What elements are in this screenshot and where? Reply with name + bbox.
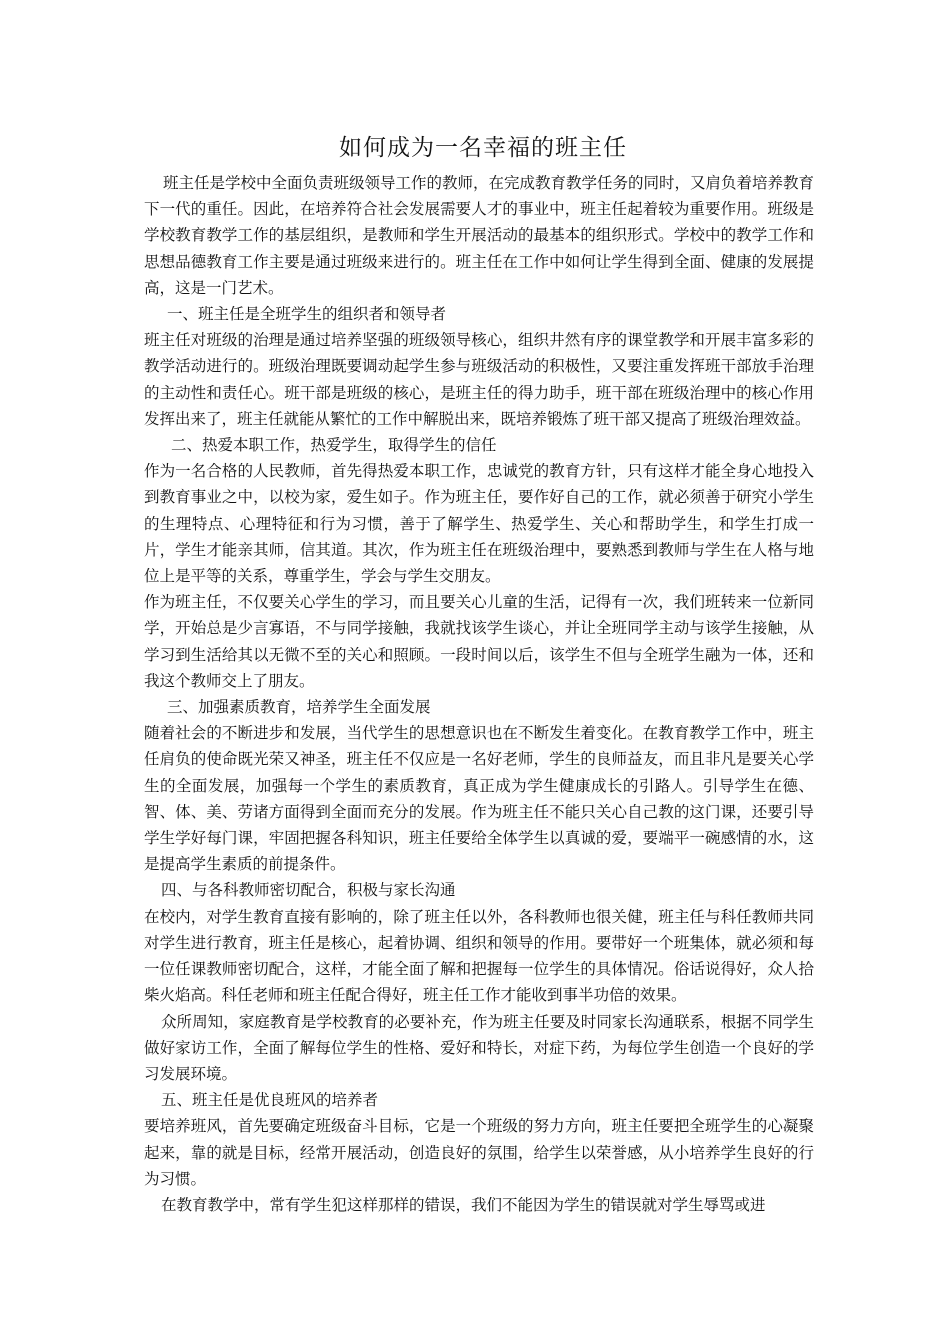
paragraph-section-5b: 在教育教学中，常有学生犯这样那样的错误，我们不能因为学生的错误就对学生辱骂或进: [161, 1195, 766, 1214]
section-heading-2: 二、热爱本职工作，热爱学生，取得学生的信任: [171, 436, 497, 455]
section-heading-5: 五、班主任是优良班风的培养者: [161, 1091, 379, 1110]
paragraph-section-4a: 在校内，对学生教育直接有影响的，除了班主任以外，各科教师也很关健，班主任与科任教师共同对学生进行教育，班主任是核心，起着协调、组织和领导的作用。要带好一个班集体，就必须和每一位任课教师密切配合，这样，才能全面了解和把握每一位学生的具体情况。俗话说得好，众人拾柴火焰高。科任老师和班主任配合得好，班主任工作才能收到事半功倍的效果。: [144, 907, 814, 1005]
section-heading-3: 三、加强素质教育，培养学生全面发展: [167, 698, 431, 717]
paragraph-section-5a: 要培养班风，首先要确定班级奋斗目标，它是一个班级的努力方向，班主任要把全班学生的心凝聚起来，靠的就是目标，经常开展活动，创造良好的氛围，给学生以荣誉感，从小培养学生良好的行为习惯。: [144, 1117, 814, 1188]
paragraph-section-3: 随着社会的不断进步和发展，当代学生的思想意识也在不断发生着变化。在教育教学工作中，班主任肩负的使命既光荣又神圣，班主任不仅应是一名好老师，学生的良师益友，而且非凡是要关心学生的全面发展，加强每一个学生的素质教育，真正成为学生健康成长的引路人。引导学生在德、智、体、美、劳诸方面得到全面而充分的发展。作为班主任不能只关心自己教的这门课，还要引导学生学好每门课，牢固把握各科知识，班主任要给全体学生以真诚的爱，要端平一碗感情的水，这是提高学生素质的前提条件。: [144, 724, 814, 874]
paragraph-intro: 班主任是学校中全面负责班级领导工作的教师，在完成教育教学任务的同时，又肩负着培养教育下一代的重任。因此，在培养符合社会发展需要人才的事业中，班主任起着较为重要作用。班级是学校教育教学工作的基层组织，是教师和学生开展活动的最基本的组织形式。学校中的教学工作和思想品德教育工作主要是通过班级来进行的。班主任在工作中如何让学生得到全面、健康的发展提高，这是一门艺术。: [144, 174, 815, 297]
document-title: 如何成为一名幸福的班主任: [339, 135, 627, 161]
paragraph-section-1: 班主任对班级的治理是通过培养坚强的班级领导核心，组织井然有序的课堂教学和开展丰富多彩的教学活动进行的。班级治理既要调动起学生参与班级活动的积极性，又要注重发挥班干部放手治理的主动性和责任心。班干部是班级的核心，是班主任的得力助手，班干部在班级治理中的核心作用发挥出来了，班主任就能从繁忙的工作中解脱出来，既培养锻炼了班干部又提高了班级治理效益。: [144, 331, 814, 428]
document-page: [144, 128, 814, 1218]
paragraph-section-2b: 作为班主任，不仅要关心学生的学习，而且要关心儿童的生活，记得有一次，我们班转来一位新同学，开始总是少言寡语，不与同学接触，我就找该学生谈心，并让全班同学主动与该学生接触，从学习到生活给其以无微不至的关心和照顾。一段时间以后，该学生不但与全班学生融为一体，还和我这个教师交上了朋友。: [144, 593, 814, 690]
paragraph-section-4b: 众所周知，家庭教育是学校教育的必要补充，作为班主任要及时同家长沟通联系，根据不同学生做好家访工作，全面了解每位学生的性格、爱好和特长，对症下药，为每位学生创造一个良好的学习发展环境。: [144, 1012, 814, 1083]
paragraph-section-2a: 作为一名合格的人民教师，首先得热爱本职工作，忠诚党的教育方针，只有这样才能全身心地投入到教育事业之中，以校为家，爱生如子。作为班主任，要作好自己的工作，就必须善于研究小学生的生理特点、心理特征和行为习惯，善于了解学生、热爱学生、关心和帮助学生，和学生打成一片，学生才能亲其师，信其道。其次，作为班主任在班级治理中，要熟悉到教师与学生在人格与地位上是平等的关系，尊重学生，学会与学生交朋友。: [144, 462, 814, 586]
section-heading-4: 四、与各科教师密切配合，积极与家长沟通: [161, 881, 456, 900]
section-heading-1: 一、班主任是全班学生的组织者和领导者: [167, 305, 447, 324]
